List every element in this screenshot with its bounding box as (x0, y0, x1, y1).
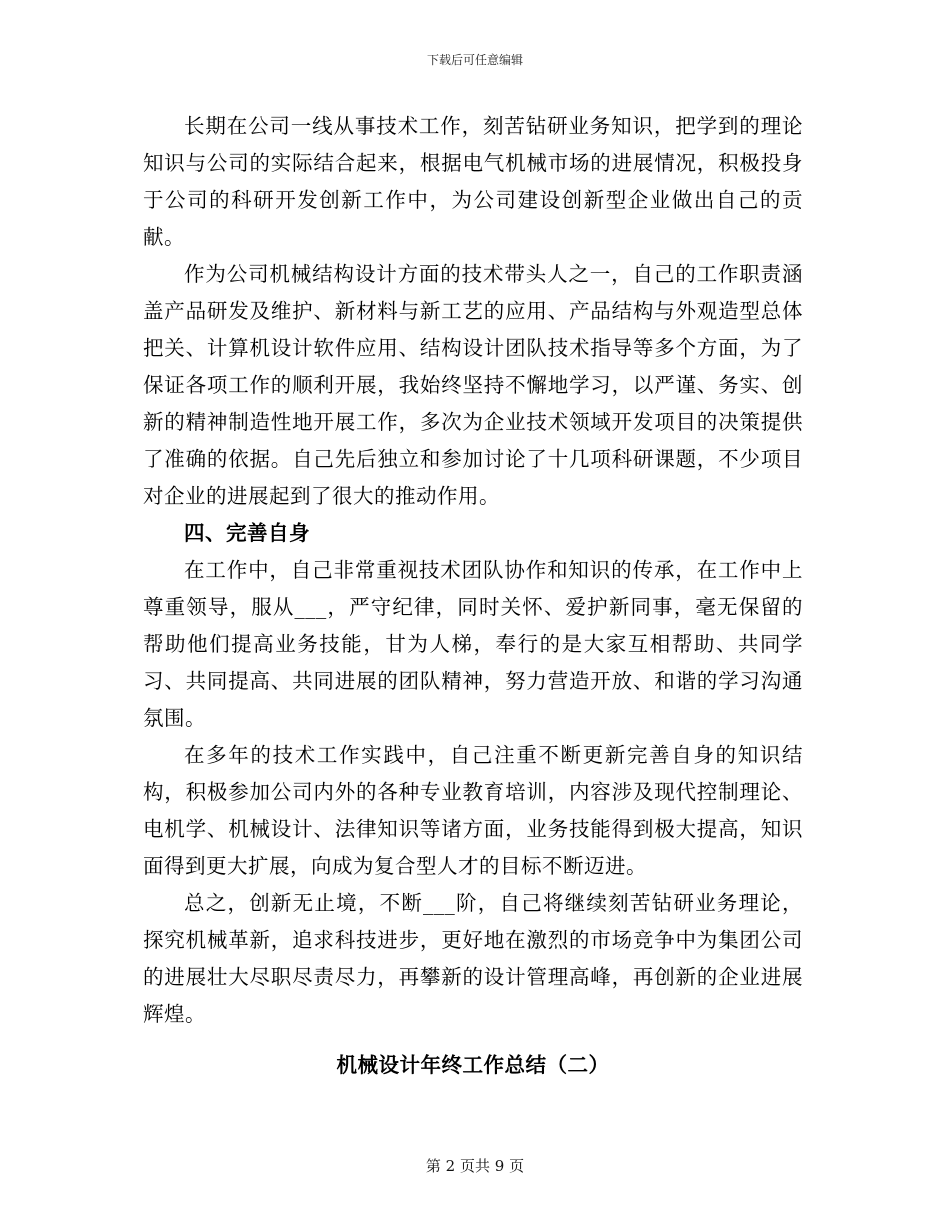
paragraph-2: 作为公司机械结构设计方面的技术带头人之一，自己的工作职责涵盖产品研发及维护、新材料与新工艺的应用、产品结构与外观造型总体把关、计算机设计软件应用、结构设计团队技术指导等多个方面，为了保证各项工作的顺利开展，我始终坚持不懈地学习，以严谨、务实、创新的精神制造性地开展工作，多次为企业技术领域开发项目的决策提供了准确的依据。自己先后独立和参加讨论了十几项科研课题，不少项目对企业的进展起到了很大的推动作用。 (143, 262, 803, 508)
paragraph-4: 在多年的技术工作实践中，自己注重不断更新完善自身的知识结构，积极参加公司内外的各种专业教育培训，内容涉及现代控制理论、电机学、机械设计、法律知识等诸方面，业务技能得到极大提高，知识面得到更大扩展，向成为复合型人才的目标不断迈进。 (143, 743, 803, 878)
header-note: 下载后可任意编辑 (426, 53, 523, 67)
document-body (143, 108, 803, 1084)
section-heading-4: 四、完善自身 (184, 521, 310, 545)
paragraph-1: 长期在公司一线从事技术工作，刻苦钻研业务知识，把学到的理论知识与公司的实际结合起来，根据电气机械市场的进展情况，积极投身于公司的科研开发创新工作中，为公司建设创新型企业做出自己的贡献。 (143, 114, 803, 249)
document-subtitle: 机械设计年终工作总结（二） (336, 1053, 610, 1077)
paragraph-5: 总之，创新无止境，不断___阶，自己将继续刻苦钻研业务理论，探究机械革新，追求科技进步，更好地在激烈的市场竞争中为集团公司的进展壮大尽职尽责尽力，再攀新的设计管理高峰，再创新的企业进展辉煌。 (143, 891, 803, 1026)
paragraph-3: 在工作中，自己非常重视技术团队协作和知识的传承，在工作中上尊重领导，服从___，严守纪律，同时关怀、爱护新同事，毫无保留的帮助他们提高业务技能，甘为人梯，奉行的是大家互相帮助、共同学习、共同提高、共同进展的团队精神，努力营造开放、和谐的学习沟通氛围。 (143, 558, 803, 730)
page-number: 第 2 页共 9 页 (425, 1157, 525, 1175)
